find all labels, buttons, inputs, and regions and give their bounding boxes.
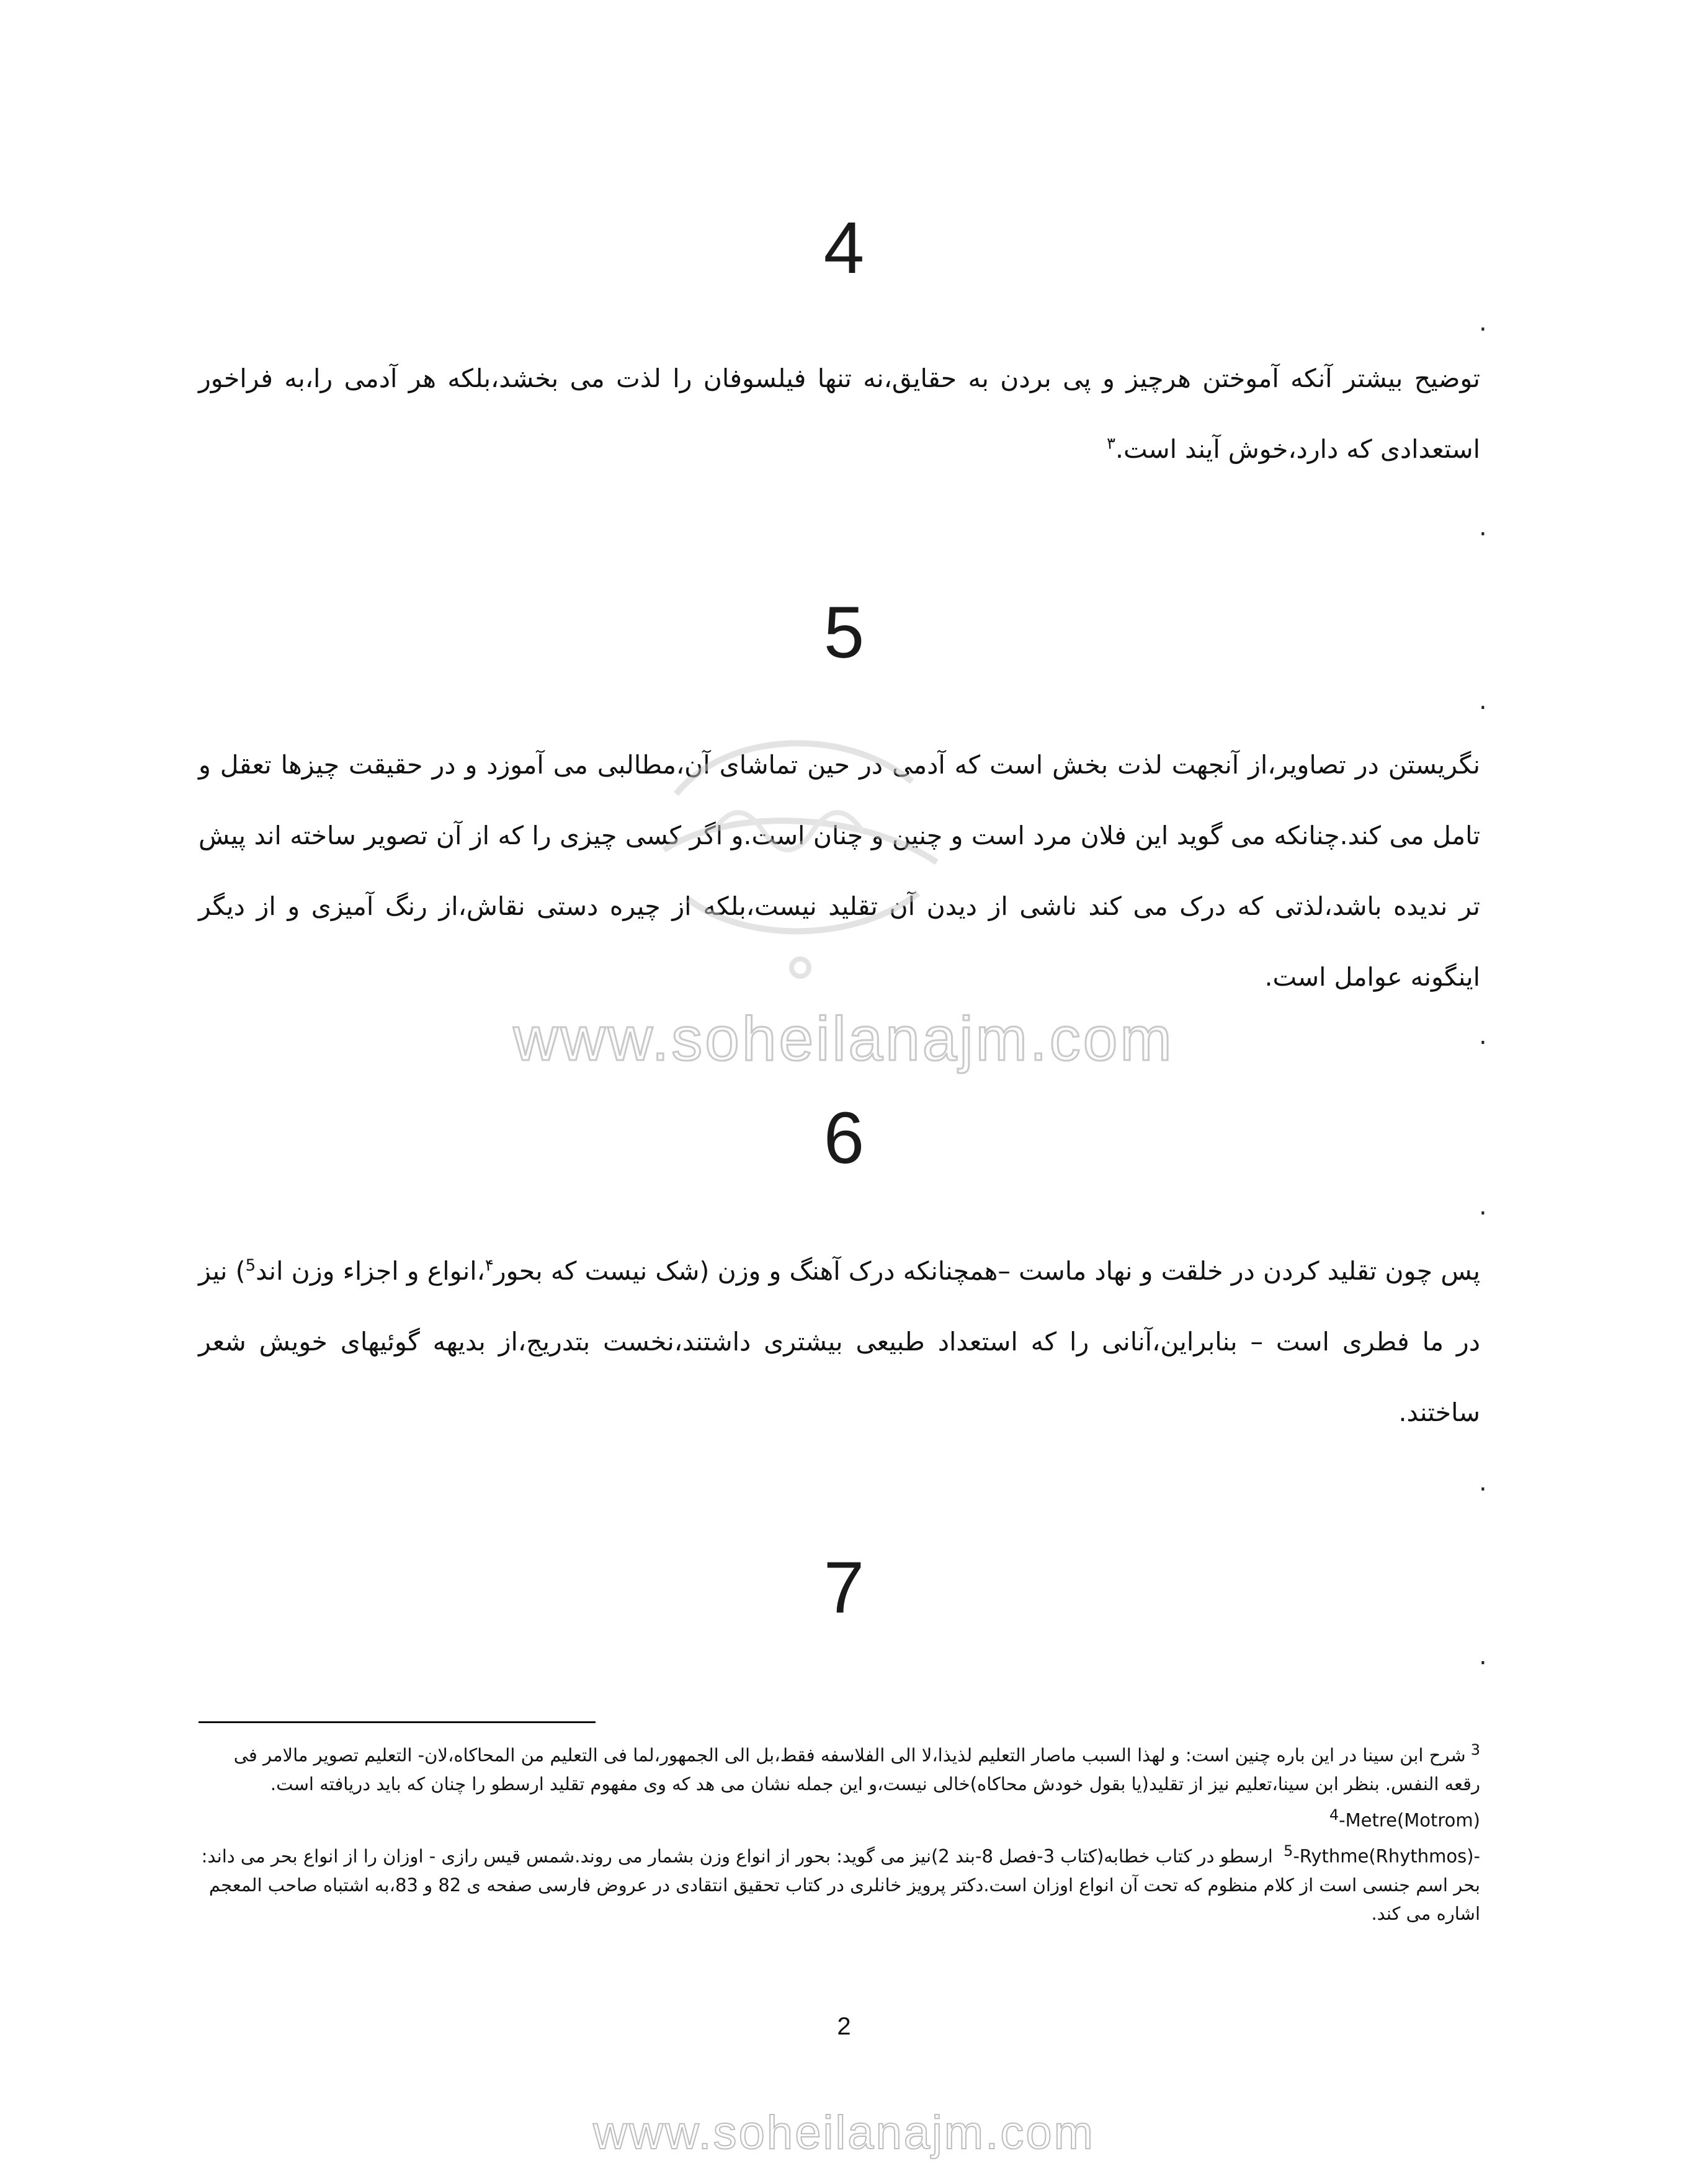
paragraph-section-6 bbox=[199, 1236, 1480, 1448]
footnote-number: 3 bbox=[1470, 1741, 1480, 1758]
footnote-separator bbox=[199, 1721, 596, 1723]
paragraph-text-c: ) نیز در ما فطری است – بنابراین،آنانی را که استعداد طبیعی بیشتری داشتند،نخست بتدریج،از بدیهه گوئیهای خویش شعر ساختند. bbox=[199, 1256, 1480, 1427]
paragraph-text-a: پس چون تقلید کردن در خلقت و نهاد ماست –همچنانکه درک آهنگ و وزن (شک نیست که بحور bbox=[493, 1256, 1481, 1286]
section-number-4: 4 bbox=[823, 207, 865, 289]
footnote-text: ارسطو در کتاب خطابه(کتاب 3-فصل 8-بند 2)نیز می گوید: بحور از انواع وزن بشمار می روند.شمس قیس رازی - اوزان را از انواع بحر می داند: بحر اسم جنسی است از کلام منظوم که تحت آن انواع اوزان است.دکتر پرویز خانلری در کتاب تحقیق انتقادی در عروض فارسی صفحه ی 82 و 83،به اشتباه صاحب المعجم اشاره می کند. bbox=[201, 1845, 1480, 1924]
footnote-4 bbox=[199, 1801, 1480, 1835]
paragraph-text: نگریستن در تصاویر،از آنجهت لذت بخش است که آدمی در حین تماشای آن،مطالبی می آموزد و در حقیقت چیزها تعقل و تامل می کند.چنانکه می گوید این فلان مرد است و چنین و چنان است.و اگر کسی چیزی را که از آن تصویر ساخته اند پیش تر ندیده باشد،لذتی که درک می کند ناشی از دیدن آن تقلید نیست،بلکه از چیره دستی نقاش،از رنگ آمیزی و از دیگر اینگونه عوامل است. bbox=[199, 750, 1480, 992]
paragraph-text-b: ،انواع و اجزاء وزن اند bbox=[256, 1256, 485, 1286]
paragraph-section-4 bbox=[199, 343, 1480, 484]
separator-dot: . bbox=[1479, 513, 1487, 542]
separator-dot: . bbox=[1479, 1642, 1487, 1670]
section-number-6: 6 bbox=[823, 1097, 865, 1179]
separator-dot: . bbox=[1479, 1192, 1487, 1221]
paragraph-text: توضیح بیشتر آنکه آموختن هرچیز و پی بردن به حقایق،نه تنها فیلسوفان را لذت می بخشد،بلکه هر آدمی را،به فراخور استعدادی که دارد،خوش آیند است. bbox=[199, 363, 1480, 464]
seal-watermark-icon bbox=[639, 707, 962, 992]
separator-dot: . bbox=[1479, 687, 1487, 715]
footnote-3 bbox=[199, 1736, 1480, 1798]
separator-dot: . bbox=[1479, 1022, 1487, 1050]
footnote-number: 4 bbox=[1329, 1806, 1339, 1824]
footnote-text: -Metre(Motrom) bbox=[1339, 1809, 1480, 1831]
watermark-url-middle: www.soheilanajm.com bbox=[513, 1004, 1174, 1074]
footnote-text: شرح ابن سینا در این باره چنین است: و لهذا السبب ماصار التعلیم لذیذا،لا الی الفلاسفه فقط،بل الی الجمهور،لما فی التعلیم من المحاکاه،لان- التعلیم تصویر مالامر فی رقعه النفس. بنظر ابن سینا،تعلیم نیز از تقلید(یا بقول خودش محاکاه)خالی نیست،و این جمله نشان می هد که وی مفهوم تقلید ارسطو را چنان که باید دریافته است. bbox=[233, 1744, 1480, 1794]
separator-dot: . bbox=[1479, 308, 1487, 337]
page-number: 2 bbox=[837, 2013, 851, 2040]
separator-dot: . bbox=[1479, 1468, 1487, 1497]
section-number-7: 7 bbox=[823, 1547, 865, 1629]
footnote-ref-4: ۴ bbox=[485, 1256, 494, 1275]
section-number-5: 5 bbox=[823, 592, 865, 674]
footnotes bbox=[199, 1736, 1480, 1930]
footnote-lead: -Rythme(Rhythmos)- bbox=[1293, 1845, 1480, 1867]
footnote-ref-3: ۳ bbox=[1106, 434, 1115, 453]
watermark-url-bottom: www.soheilanajm.com bbox=[593, 2106, 1095, 2159]
footnote-number: 5 bbox=[1284, 1842, 1293, 1860]
footnote-5 bbox=[199, 1837, 1480, 1928]
footnote-ref-5: 5 bbox=[245, 1256, 256, 1275]
